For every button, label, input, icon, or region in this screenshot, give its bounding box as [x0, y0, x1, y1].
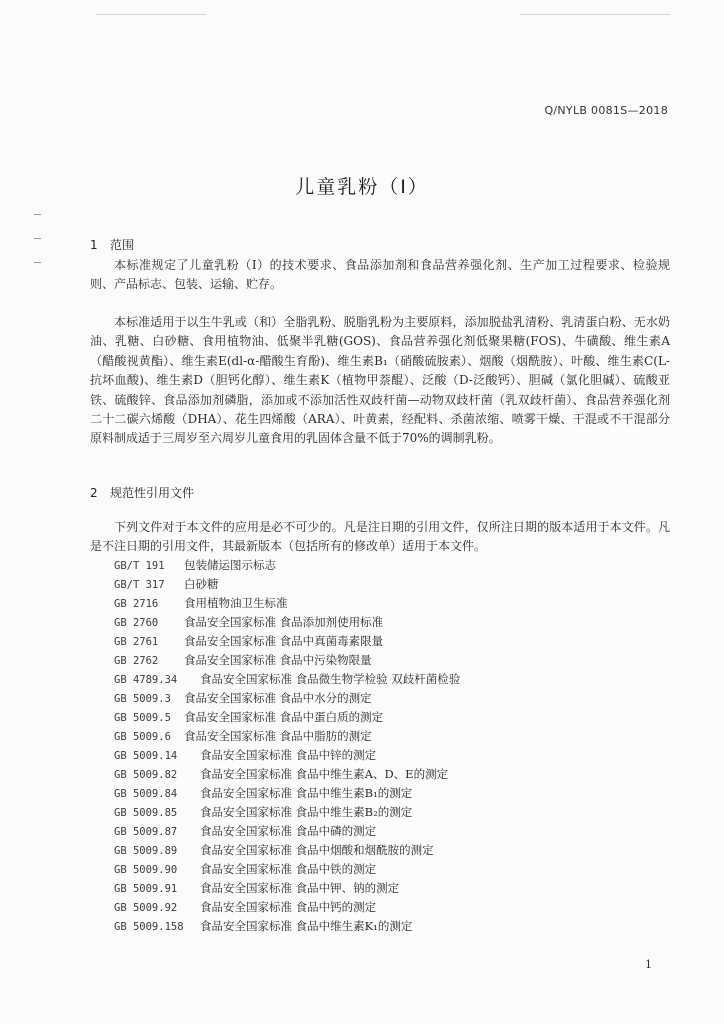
- reference-code: GB 5009.89: [114, 845, 178, 857]
- reference-item: [114, 917, 460, 936]
- section-number: 1: [90, 238, 98, 252]
- reference-item: [114, 689, 460, 708]
- references-intro: 下列文件对于本文件的应用是必不可少的。凡是注日期的引用文件，仅所注日期的版本适用于本文件。凡是不注日期的引用文件，其最新版本（包括所有的修改单）适用于本文件。: [90, 520, 670, 554]
- reference-item: [114, 670, 460, 689]
- reference-item: [114, 898, 460, 917]
- reference-title: 食品安全国家标准 食品中污染物限量: [184, 653, 372, 667]
- reference-code: GB 5009.84: [114, 788, 178, 800]
- section-number: 2: [90, 486, 98, 500]
- reference-code: GB 5009.85: [114, 807, 178, 819]
- reference-code: GB 5009.90: [114, 864, 178, 876]
- reference-code: GB 5009.82: [114, 769, 178, 781]
- reference-title: 食品安全国家标准 食品中脂肪的测定: [184, 729, 372, 743]
- section-heading-references: [90, 484, 194, 501]
- reference-item: [114, 594, 460, 613]
- reference-list: [114, 556, 460, 936]
- scan-top-rule: [520, 14, 670, 15]
- reference-item: [114, 727, 460, 746]
- scope-paragraph: 本标准适用于以生牛乳或（和）全脂乳粉、脱脂乳粉为主要原料，添加脱盐乳清粉、乳清蛋白粉、无水奶油、乳糖、白砂糖、食用植物油、低聚半乳糖(GOS)、食品营养强化剂低聚果糖(FOS)、牛磺酸、维生素A（醋酸视黄酯）、维生素E(dl-α-醋酸生育酚)、维生素B₁（硝酸硫胺素）、烟酸（烟酰胺）、叶酸、维生素C(L-抗坏血酸)、维生素D（胆钙化醇）、维生素K（植物甲萘醌）、泛酸（D-泛酸钙）、胆碱（氯化胆碱）、硫酸亚铁、硫酸锌、食品添加剂磷脂，添加或不添加活性双歧杆菌—动物双歧杆菌（乳双歧杆菌）、食品营养强化剂二十二碳六烯酸（DHA）、花生四烯酸（ARA）、叶黄素，经配料、杀菌浓缩、喷雾干燥、干混或不干混部分原料制成适于三周岁至六周岁儿童食用的乳固体含量不低于70%的调制乳粉。: [90, 315, 670, 446]
- reference-item: [114, 613, 460, 632]
- reference-title: 食品安全国家标准 食品中蛋白质的测定: [184, 710, 384, 724]
- reference-title: 食品安全国家标准 食品中维生素B₂的测定: [200, 805, 413, 819]
- reference-code: GB 2762: [114, 655, 159, 667]
- reference-item: [114, 841, 460, 860]
- reference-item: [114, 860, 460, 879]
- reference-code: GB 5009.3: [114, 693, 171, 705]
- reference-item: [114, 708, 460, 727]
- scope-paragraph: 本标准规定了儿童乳粉（Ⅰ）的技术要求、食品添加剂和食品营养强化剂、生产加工过程要求、检验规则、产品标志、包装、运输、贮存。: [90, 258, 670, 292]
- reference-title: 食品安全国家标准 食品微生物学检验 双歧杆菌检验: [200, 672, 461, 686]
- reference-code: GB 2716: [114, 598, 159, 610]
- reference-code: GB 5009.87: [114, 826, 178, 838]
- reference-code: GB 5009.92: [114, 902, 178, 914]
- reference-title: 食品安全国家标准 食品中维生素A、D、E的测定: [200, 767, 449, 781]
- reference-title: 包装储运图示标志: [184, 558, 276, 572]
- reference-title: 食品安全国家标准 食品中维生素K₁的测定: [200, 919, 413, 933]
- reference-code: GB 4789.34: [114, 674, 178, 686]
- document-code: Q/NYLB 0081S—2018: [544, 104, 668, 117]
- reference-title: 食品安全国家标准 食品中维生素B₁的测定: [200, 786, 413, 800]
- reference-item: [114, 575, 460, 594]
- reference-item: [114, 784, 460, 803]
- reference-item: [114, 651, 460, 670]
- reference-title: 食品安全国家标准 食品中锌的测定: [200, 748, 377, 762]
- reference-title: 食用植物油卫生标准: [184, 596, 288, 610]
- reference-item: [114, 803, 460, 822]
- reference-title: 食品安全国家标准 食品添加剂使用标准: [184, 615, 384, 629]
- section-heading-scope: [90, 236, 134, 253]
- reference-item: [114, 765, 460, 784]
- reference-title: 食品安全国家标准 食品中铁的测定: [200, 862, 377, 876]
- reference-code: GB 5009.91: [114, 883, 178, 895]
- reference-item: [114, 822, 460, 841]
- reference-title: 食品安全国家标准 食品中磷的测定: [200, 824, 377, 838]
- reference-title: 食品安全国家标准 食品中烟酸和烟酰胺的测定: [200, 843, 434, 857]
- reference-code: GB 2761: [114, 636, 159, 648]
- reference-title: 食品安全国家标准 食品中水分的测定: [184, 691, 372, 705]
- page-number: 1: [645, 958, 652, 971]
- reference-item: [114, 632, 460, 651]
- reference-title: 食品安全国家标准 食品中钙的测定: [200, 900, 377, 914]
- reference-code: GB 5009.158: [114, 921, 184, 933]
- scan-margin-mark: [34, 238, 41, 239]
- reference-code: GB/T 191: [114, 560, 165, 572]
- reference-item: [114, 879, 460, 898]
- reference-code: GB 5009.14: [114, 750, 178, 762]
- section-title: 规范性引用文件: [110, 486, 195, 500]
- reference-code: GB/T 317: [114, 579, 165, 591]
- reference-title: 白砂糖: [184, 577, 219, 591]
- reference-title: 食品安全国家标准 食品中钾、钠的测定: [200, 881, 400, 895]
- reference-code: GB 2760: [114, 617, 159, 629]
- scan-top-rule: [96, 14, 206, 15]
- reference-title: 食品安全国家标准 食品中真菌毒素限量: [184, 634, 384, 648]
- scan-margin-mark: [34, 214, 41, 215]
- document-title: 儿童乳粉（Ⅰ）: [295, 176, 429, 198]
- scan-margin-mark: [34, 262, 41, 263]
- reference-code: GB 5009.6: [114, 731, 171, 743]
- reference-item: [114, 746, 460, 765]
- reference-code: GB 5009.5: [114, 712, 171, 724]
- section-title: 范围: [110, 238, 135, 252]
- reference-item: [114, 556, 460, 575]
